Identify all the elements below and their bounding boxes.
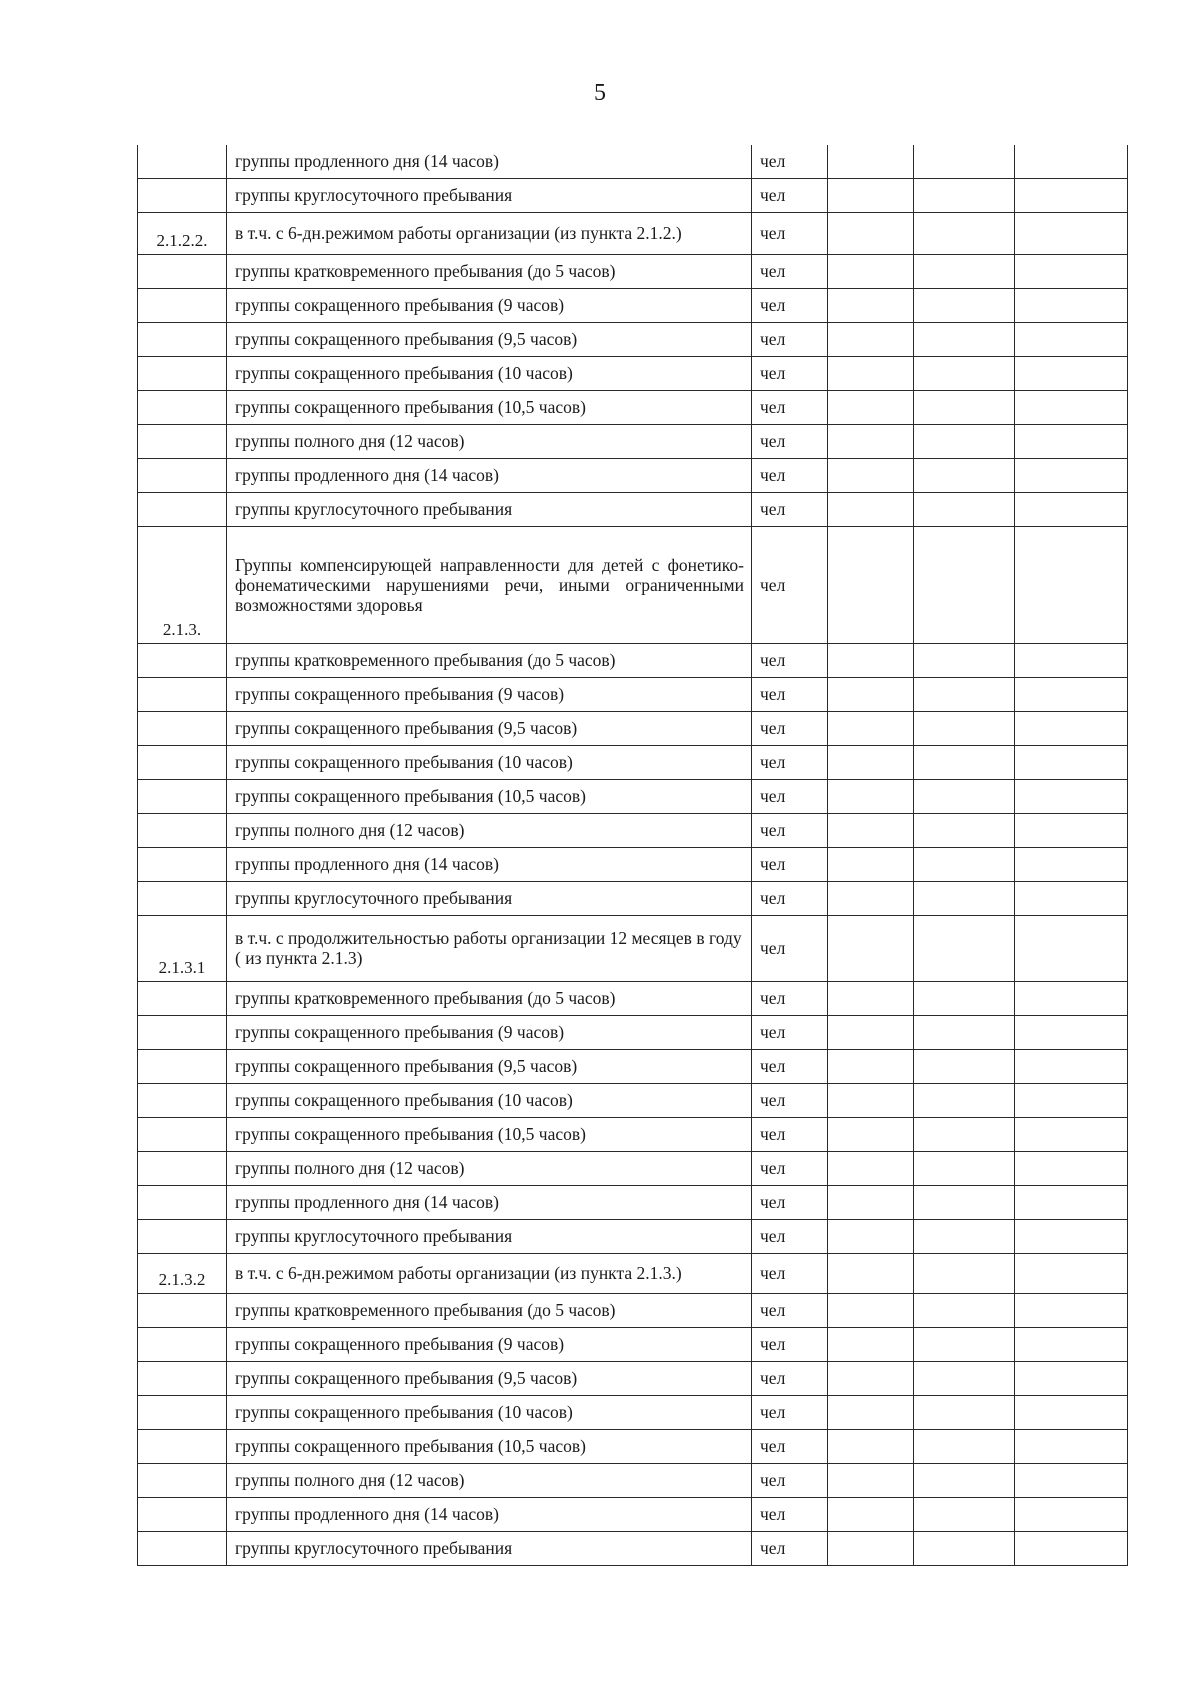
unit-cell: чел (752, 1219, 828, 1253)
row-number-cell (138, 745, 227, 779)
value-cell[interactable] (828, 813, 914, 847)
row-number-cell (138, 847, 227, 881)
indicator-name-cell: группы продленного дня (14 часов) (227, 145, 752, 178)
unit-cell: чел (752, 178, 828, 212)
unit-cell: чел (752, 1049, 828, 1083)
value-cell[interactable] (828, 1429, 914, 1463)
table-row (138, 711, 1128, 745)
table-row (138, 492, 1128, 526)
table-row (138, 1049, 1128, 1083)
value-cell[interactable] (828, 1463, 914, 1497)
indicator-name-cell: группы сокращенного пребывания (10,5 часов) (227, 1429, 752, 1463)
value-cell[interactable] (1015, 1497, 1128, 1531)
row-number-cell (138, 145, 227, 178)
unit-cell: чел (752, 813, 828, 847)
value-cell[interactable] (828, 1293, 914, 1327)
row-number-cell: 2.1.2.2. (138, 212, 227, 254)
table-row (138, 356, 1128, 390)
row-number-cell (138, 1531, 227, 1565)
value-cell[interactable] (914, 813, 1015, 847)
value-cell[interactable] (828, 1219, 914, 1253)
value-cell[interactable] (914, 212, 1015, 254)
row-number-cell (138, 881, 227, 915)
value-cell[interactable] (914, 390, 1015, 424)
row-number-cell: 2.1.3. (138, 526, 227, 643)
row-number-cell (138, 1463, 227, 1497)
table-row (138, 145, 1128, 178)
value-cell[interactable] (1015, 779, 1128, 813)
row-number-cell (138, 1497, 227, 1531)
value-cell[interactable] (1015, 458, 1128, 492)
indicator-name-cell: группы полного дня (12 часов) (227, 1463, 752, 1497)
value-cell[interactable] (828, 1049, 914, 1083)
value-cell[interactable] (914, 492, 1015, 526)
indicator-name-cell: группы полного дня (12 часов) (227, 424, 752, 458)
row-number-cell (138, 779, 227, 813)
value-cell[interactable] (1015, 981, 1128, 1015)
unit-cell: чел (752, 981, 828, 1015)
value-cell[interactable] (914, 356, 1015, 390)
value-cell[interactable] (914, 288, 1015, 322)
unit-cell: чел (752, 1151, 828, 1185)
unit-cell: чел (752, 711, 828, 745)
row-number-cell (138, 1015, 227, 1049)
indicator-name-cell: группы кратковременного пребывания (до 5 часов) (227, 643, 752, 677)
value-cell[interactable] (828, 178, 914, 212)
indicator-name-cell: группы сокращенного пребывания (10,5 часов) (227, 1117, 752, 1151)
table-row (138, 745, 1128, 779)
value-cell[interactable] (1015, 745, 1128, 779)
table-row (138, 1327, 1128, 1361)
value-cell[interactable] (914, 322, 1015, 356)
value-cell[interactable] (914, 1531, 1015, 1565)
value-cell[interactable] (914, 745, 1015, 779)
indicator-name-cell: группы сокращенного пребывания (9 часов) (227, 1327, 752, 1361)
table-row (138, 424, 1128, 458)
value-cell[interactable] (914, 1429, 1015, 1463)
table-row (138, 1293, 1128, 1327)
unit-cell: чел (752, 492, 828, 526)
value-cell[interactable] (1015, 881, 1128, 915)
value-cell[interactable] (828, 356, 914, 390)
indicator-name-cell: в т.ч. с продолжительностью работы организации 12 месяцев в году ( из пункта 2.1.3) (227, 915, 752, 981)
unit-cell: чел (752, 288, 828, 322)
unit-cell: чел (752, 1361, 828, 1395)
value-cell[interactable] (828, 711, 914, 745)
row-number-cell (138, 813, 227, 847)
value-cell[interactable] (1015, 322, 1128, 356)
indicator-name-cell: группы сокращенного пребывания (9 часов) (227, 288, 752, 322)
value-cell[interactable] (828, 212, 914, 254)
value-cell[interactable] (914, 1361, 1015, 1395)
table-row (138, 981, 1128, 1015)
row-number-cell (138, 1083, 227, 1117)
unit-cell: чел (752, 1083, 828, 1117)
table-row (138, 1429, 1128, 1463)
value-cell[interactable] (828, 492, 914, 526)
value-cell[interactable] (914, 1395, 1015, 1429)
unit-cell: чел (752, 322, 828, 356)
unit-cell: чел (752, 390, 828, 424)
value-cell[interactable] (914, 424, 1015, 458)
value-cell[interactable] (914, 779, 1015, 813)
value-cell[interactable] (828, 390, 914, 424)
row-number-cell (138, 1049, 227, 1083)
value-cell[interactable] (914, 1327, 1015, 1361)
value-cell[interactable] (828, 1117, 914, 1151)
indicator-name-cell: группы сокращенного пребывания (9 часов) (227, 1015, 752, 1049)
value-cell[interactable] (828, 1253, 914, 1293)
value-cell[interactable] (914, 915, 1015, 981)
unit-cell: чел (752, 526, 828, 643)
indicator-name-cell: группы круглосуточного пребывания (227, 1531, 752, 1565)
value-cell[interactable] (1015, 643, 1128, 677)
table-row (138, 813, 1128, 847)
unit-cell: чел (752, 643, 828, 677)
value-cell[interactable] (828, 881, 914, 915)
value-cell[interactable] (1015, 1253, 1128, 1293)
value-cell[interactable] (914, 254, 1015, 288)
value-cell[interactable] (1015, 424, 1128, 458)
unit-cell: чел (752, 745, 828, 779)
value-cell[interactable] (1015, 1293, 1128, 1327)
unit-cell: чел (752, 881, 828, 915)
table-row (138, 1395, 1128, 1429)
unit-cell: чел (752, 145, 828, 178)
row-number-cell (138, 356, 227, 390)
value-cell[interactable] (828, 745, 914, 779)
value-cell[interactable] (1015, 813, 1128, 847)
value-cell[interactable] (828, 1497, 914, 1531)
indicator-name-cell: в т.ч. с 6-дн.режимом работы организации (из пункта 2.1.3.) (227, 1253, 752, 1293)
indicator-name-cell: группы продленного дня (14 часов) (227, 847, 752, 881)
value-cell[interactable] (1015, 1463, 1128, 1497)
value-cell[interactable] (1015, 178, 1128, 212)
table-row (138, 178, 1128, 212)
value-cell[interactable] (914, 677, 1015, 711)
unit-cell: чел (752, 212, 828, 254)
row-number-cell (138, 1185, 227, 1219)
value-cell[interactable] (828, 677, 914, 711)
value-cell[interactable] (1015, 1185, 1128, 1219)
value-cell[interactable] (914, 881, 1015, 915)
value-cell[interactable] (828, 1395, 914, 1429)
row-number-cell (138, 1327, 227, 1361)
value-cell[interactable] (828, 322, 914, 356)
unit-cell: чел (752, 1327, 828, 1361)
table-row (138, 779, 1128, 813)
value-cell[interactable] (1015, 1117, 1128, 1151)
value-cell[interactable] (1015, 1151, 1128, 1185)
page-number: 5 (594, 80, 606, 106)
indicator-name-cell: группы продленного дня (14 часов) (227, 458, 752, 492)
indicator-name-cell: группы сокращенного пребывания (10 часов) (227, 1083, 752, 1117)
row-number-cell (138, 711, 227, 745)
statistics-table (137, 145, 1128, 1566)
indicator-name-cell: в т.ч. с 6-дн.режимом работы организации (из пункта 2.1.2.) (227, 212, 752, 254)
table-row (138, 915, 1128, 981)
row-number-cell (138, 424, 227, 458)
table-row (138, 1185, 1128, 1219)
value-cell[interactable] (1015, 492, 1128, 526)
value-cell[interactable] (828, 643, 914, 677)
unit-cell: чел (752, 1293, 828, 1327)
table-row (138, 881, 1128, 915)
value-cell[interactable] (828, 1151, 914, 1185)
value-cell[interactable] (914, 1049, 1015, 1083)
value-cell[interactable] (1015, 288, 1128, 322)
unit-cell: чел (752, 1497, 828, 1531)
value-cell[interactable] (1015, 356, 1128, 390)
indicator-name-cell: группы круглосуточного пребывания (227, 178, 752, 212)
value-cell[interactable] (828, 1015, 914, 1049)
row-number-cell: 2.1.3.2 (138, 1253, 227, 1293)
value-cell[interactable] (828, 981, 914, 1015)
indicator-name-cell: группы полного дня (12 часов) (227, 813, 752, 847)
row-number-cell (138, 981, 227, 1015)
table-row (138, 1253, 1128, 1293)
row-number-cell (138, 1219, 227, 1253)
indicator-name-cell: группы сокращенного пребывания (9,5 часов) (227, 1049, 752, 1083)
value-cell[interactable] (1015, 677, 1128, 711)
value-cell[interactable] (828, 779, 914, 813)
table-row (138, 288, 1128, 322)
indicator-name-cell: группы круглосуточного пребывания (227, 492, 752, 526)
value-cell[interactable] (1015, 915, 1128, 981)
value-cell[interactable] (914, 1497, 1015, 1531)
value-cell[interactable] (1015, 1361, 1128, 1395)
value-cell[interactable] (914, 178, 1015, 212)
unit-cell: чел (752, 1253, 828, 1293)
indicator-name-cell: группы кратковременного пребывания (до 5 часов) (227, 981, 752, 1015)
value-cell[interactable] (828, 145, 914, 178)
value-cell[interactable] (828, 526, 914, 643)
table-row (138, 322, 1128, 356)
value-cell[interactable] (828, 1327, 914, 1361)
row-number-cell (138, 1117, 227, 1151)
unit-cell: чел (752, 677, 828, 711)
value-cell[interactable] (1015, 1049, 1128, 1083)
value-cell[interactable] (1015, 1015, 1128, 1049)
value-cell[interactable] (914, 711, 1015, 745)
indicator-name-cell: группы сокращенного пребывания (10,5 часов) (227, 390, 752, 424)
value-cell[interactable] (914, 1293, 1015, 1327)
row-number-cell (138, 1429, 227, 1463)
row-number-cell (138, 178, 227, 212)
value-cell[interactable] (914, 458, 1015, 492)
indicator-name-cell: группы сокращенного пребывания (9 часов) (227, 677, 752, 711)
table-row (138, 458, 1128, 492)
value-cell[interactable] (1015, 1327, 1128, 1361)
value-cell[interactable] (1015, 1531, 1128, 1565)
indicator-name-cell: группы полного дня (12 часов) (227, 1151, 752, 1185)
indicator-name-cell: группы продленного дня (14 часов) (227, 1185, 752, 1219)
table-row (138, 1531, 1128, 1565)
row-number-cell (138, 1293, 227, 1327)
value-cell[interactable] (828, 1531, 914, 1565)
unit-cell: чел (752, 1185, 828, 1219)
table-body (138, 145, 1128, 1565)
row-number-cell (138, 458, 227, 492)
table-row (138, 254, 1128, 288)
value-cell[interactable] (914, 1083, 1015, 1117)
indicator-name-cell: группы сокращенного пребывания (10 часов) (227, 745, 752, 779)
table-row (138, 1151, 1128, 1185)
table-row (138, 390, 1128, 424)
value-cell[interactable] (914, 1151, 1015, 1185)
table-row (138, 1361, 1128, 1395)
unit-cell: чел (752, 847, 828, 881)
row-number-cell (138, 1151, 227, 1185)
table-row (138, 1117, 1128, 1151)
value-cell[interactable] (1015, 526, 1128, 643)
indicator-name-cell: группы круглосуточного пребывания (227, 1219, 752, 1253)
row-number-cell (138, 677, 227, 711)
table-row (138, 643, 1128, 677)
table-row (138, 1463, 1128, 1497)
table-row (138, 526, 1128, 643)
indicator-name-cell: группы сокращенного пребывания (9,5 часов) (227, 1361, 752, 1395)
value-cell[interactable] (1015, 254, 1128, 288)
unit-cell: чел (752, 424, 828, 458)
unit-cell: чел (752, 458, 828, 492)
indicator-name-cell: группы кратковременного пребывания (до 5 часов) (227, 254, 752, 288)
unit-cell: чел (752, 254, 828, 288)
row-number-cell (138, 1361, 227, 1395)
indicator-name-cell: Группы компенсирующей направленности для детей с фонетико-фонематическими нарушениями речи, иными ограниченными возможностями здоровья (227, 526, 752, 643)
value-cell[interactable] (914, 847, 1015, 881)
value-cell[interactable] (914, 526, 1015, 643)
value-cell[interactable] (1015, 145, 1128, 178)
table-row (138, 1083, 1128, 1117)
row-number-cell (138, 390, 227, 424)
unit-cell: чел (752, 1395, 828, 1429)
unit-cell: чел (752, 1117, 828, 1151)
table-row (138, 1015, 1128, 1049)
indicator-name-cell: группы продленного дня (14 часов) (227, 1497, 752, 1531)
value-cell[interactable] (914, 1185, 1015, 1219)
value-cell[interactable] (828, 254, 914, 288)
value-cell[interactable] (828, 1083, 914, 1117)
indicator-name-cell: группы сокращенного пребывания (9,5 часов) (227, 711, 752, 745)
row-number-cell (138, 1395, 227, 1429)
unit-cell: чел (752, 356, 828, 390)
row-number-cell (138, 492, 227, 526)
value-cell[interactable] (914, 1015, 1015, 1049)
value-cell[interactable] (828, 458, 914, 492)
value-cell[interactable] (914, 1117, 1015, 1151)
unit-cell: чел (752, 1463, 828, 1497)
indicator-name-cell: группы сокращенного пребывания (10,5 часов) (227, 779, 752, 813)
value-cell[interactable] (914, 145, 1015, 178)
value-cell[interactable] (828, 424, 914, 458)
indicator-name-cell: группы кратковременного пребывания (до 5 часов) (227, 1293, 752, 1327)
table-row (138, 1497, 1128, 1531)
value-cell[interactable] (1015, 711, 1128, 745)
row-number-cell (138, 322, 227, 356)
unit-cell: чел (752, 915, 828, 981)
row-number-cell (138, 643, 227, 677)
value-cell[interactable] (828, 847, 914, 881)
indicator-name-cell: группы сокращенного пребывания (9,5 часов) (227, 322, 752, 356)
value-cell[interactable] (1015, 1219, 1128, 1253)
value-cell[interactable] (914, 981, 1015, 1015)
value-cell[interactable] (828, 1185, 914, 1219)
table-row (138, 212, 1128, 254)
unit-cell: чел (752, 1429, 828, 1463)
row-number-cell: 2.1.3.1 (138, 915, 227, 981)
row-number-cell (138, 288, 227, 322)
value-cell[interactable] (1015, 1395, 1128, 1429)
value-cell[interactable] (828, 1361, 914, 1395)
value-cell[interactable] (1015, 847, 1128, 881)
table-row (138, 677, 1128, 711)
table-row (138, 847, 1128, 881)
value-cell[interactable] (1015, 1429, 1128, 1463)
value-cell[interactable] (828, 288, 914, 322)
unit-cell: чел (752, 1015, 828, 1049)
indicator-name-cell: группы круглосуточного пребывания (227, 881, 752, 915)
value-cell[interactable] (914, 1253, 1015, 1293)
value-cell[interactable] (1015, 1083, 1128, 1117)
value-cell[interactable] (828, 915, 914, 981)
value-cell[interactable] (1015, 212, 1128, 254)
value-cell[interactable] (914, 1219, 1015, 1253)
indicator-name-cell: группы сокращенного пребывания (10 часов) (227, 356, 752, 390)
row-number-cell (138, 254, 227, 288)
value-cell[interactable] (914, 1463, 1015, 1497)
table-row (138, 1219, 1128, 1253)
value-cell[interactable] (1015, 390, 1128, 424)
value-cell[interactable] (914, 643, 1015, 677)
indicator-name-cell: группы сокращенного пребывания (10 часов) (227, 1395, 752, 1429)
unit-cell: чел (752, 1531, 828, 1565)
unit-cell: чел (752, 779, 828, 813)
